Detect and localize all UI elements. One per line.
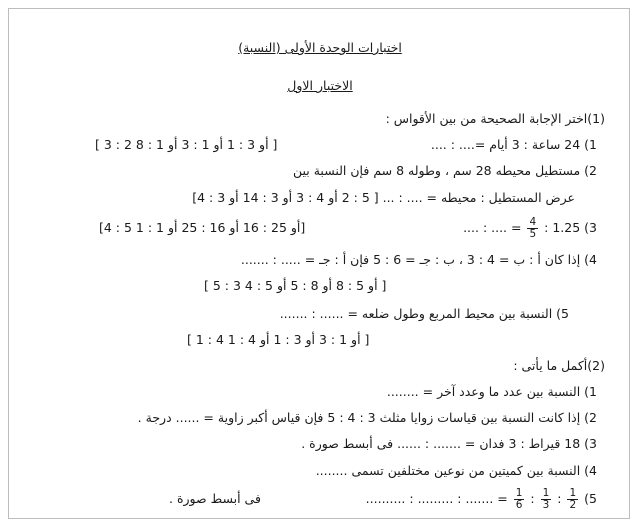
s1-q3-frac-den: 5	[529, 228, 537, 240]
s2-q3: 3) 18 قيراط : 3 فدان = ....... : ...... فى أبسط صورة .	[301, 436, 597, 451]
s2-q5-prefix: 5)	[584, 491, 597, 506]
section2-heading: (2)أكمل ما يأتى :	[513, 358, 605, 373]
s2-q5	[366, 485, 597, 513]
s2-q5-f1-num: 1	[569, 487, 577, 499]
s1-q1-options: [ 3 : 2 أو 3 : 1 أو 1 : 3 أو 1 : 8 ]	[95, 137, 278, 152]
s1-q3-options: [4 : 5 أو 25 : 16 أو 16 : 25 أو 1 : 1]	[99, 220, 306, 235]
s2-q5-f1-den: 2	[569, 499, 577, 511]
s1-q2-line2: عرض المستطيل : محيطه = .... : ... [ 5 : 2 أو 4 : 3 أو 3 : 14 أو 3 : 4]	[192, 190, 575, 205]
s2-q5-f3-den: 6	[515, 499, 523, 511]
s1-q3-frac-num: 4	[529, 216, 537, 228]
s2-q5-f3-num: 1	[515, 487, 523, 499]
s1-q5-text: 5) النسبة بين محيط المربع وطول ضلعه = ...... : .......	[279, 306, 569, 321]
unit-title: اختبارات الوحدة الأولى (النسبة)	[238, 40, 402, 55]
s2-q2: 2) إذا كانت النسبة بين قياسات زوايا مثلث 3 : 4 : 5 فإن قياس أكبر زاوية = ...... درجة .	[137, 410, 597, 425]
s2-q5-fraction-2	[541, 488, 552, 511]
s1-q3-rhs: = .... : ....	[463, 220, 522, 235]
s2-q1: 1) النسبة بين عدد ما وعدد آخر = ........	[386, 384, 597, 399]
s2-q5-tail: فى أبسط صورة .	[169, 491, 261, 506]
s2-q5-sep-2: :	[530, 491, 535, 506]
s1-q3-fraction	[527, 217, 538, 240]
s2-q5-sep-1: :	[557, 491, 562, 506]
s1-q5-options: [ 1 : 4 أو 1 : 3 أو 3 : 1 أو 4 : 1 ]	[187, 332, 370, 347]
s1-q1-text: 1) 24 ساعة : 3 أيام =.... : ....	[430, 137, 597, 152]
s2-q5-f2-den: 3	[542, 499, 550, 511]
s1-q3	[463, 215, 597, 241]
s2-q5-eq: = ....... : ......... : ..........	[365, 491, 508, 506]
s1-q3-prefix: 3)	[584, 220, 597, 235]
s1-q4-options: [ 5 : 3 أو 5 : 8 أو 8 : 5 أو 5 : 4 ]	[204, 278, 387, 293]
s2-q5-fraction-3	[514, 488, 525, 511]
s2-q5-fraction-1	[567, 488, 578, 511]
s1-q3-lhs: 1.25 :	[544, 220, 581, 235]
s2-q5-f2-num: 1	[542, 487, 550, 499]
section1-heading: (1)اختر الإجابة الصحيحة من بين الأقواس :	[385, 111, 605, 126]
test-sheet	[8, 8, 630, 519]
test-title: الاختبار الاول	[287, 78, 353, 93]
s2-q4: 4) النسبة بين كميتين من نوعين مختلفين تسمى ........	[315, 463, 597, 478]
s1-q2-line1: 2) مستطيل محيطه 28 سم ، وطوله 8 سم فإن النسبة بين	[292, 163, 597, 178]
s1-q4-text: 4) إذا كان أ : ب = 4 : 3 ، ب : جـ = 6 : 5 فإن أ : جـ = ..... : .......	[240, 252, 597, 267]
